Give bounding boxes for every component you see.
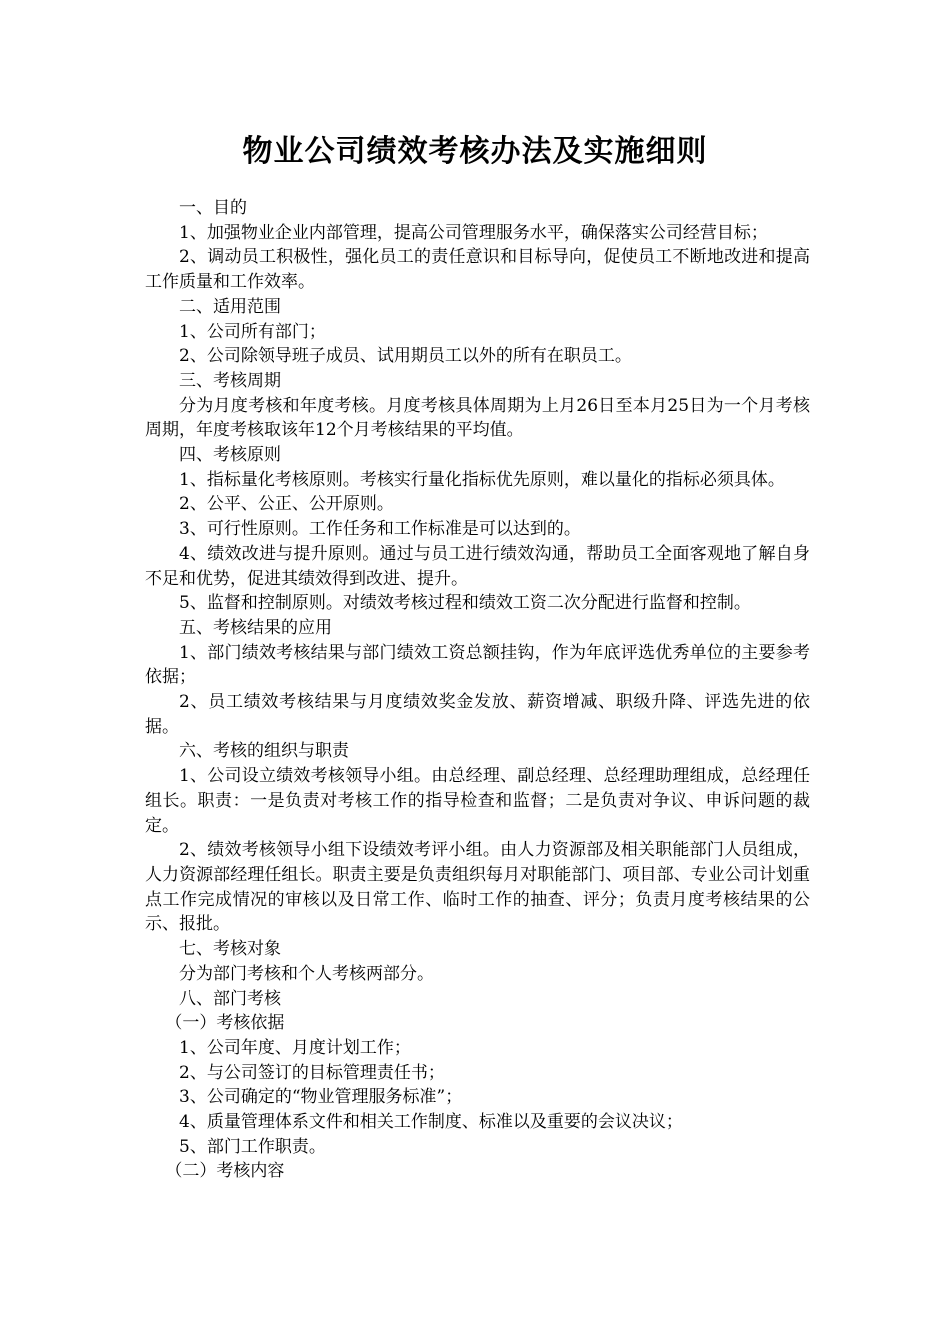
subsection-heading-content: （二）考核内容 (165, 1161, 285, 1182)
paragraph: 3、公司确定的“物业管理服务标准”； (179, 1087, 463, 1108)
paragraph: 1、公司年度、月度计划工作； (179, 1037, 411, 1058)
paragraph: 3、可行性原则。工作任务和工作标准是可以达到的。 (179, 519, 581, 540)
section-heading-cycle: 三、考核周期 (179, 370, 281, 391)
section-heading-results: 五、考核结果的应用 (179, 617, 332, 638)
section-heading-purpose: 一、目的 (179, 198, 247, 218)
paragraph: 分为部门考核和个人考核两部分。 (179, 963, 434, 984)
paragraph: 5、部门工作职责。 (179, 1136, 326, 1157)
subsection-heading-basis: （一）考核依据 (165, 1013, 285, 1034)
paragraph: 1、指标量化考核原则。考核实行量化指标优先原则，难以量化的指标必须具体。 (179, 469, 785, 490)
paragraph: 4、质量管理体系文件和相关工作制度、标准以及重要的会议决议； (179, 1112, 683, 1133)
section-heading-targets: 七、考核对象 (179, 939, 281, 960)
document-title: 物业公司绩效考核办法及实施细则 (242, 134, 708, 169)
paragraph: 1、加强物业企业内部管理，提高公司管理服务水平，确保落实公司经营目标； (179, 222, 768, 243)
paragraph: 2、公平、公正、公开原则。 (179, 494, 394, 515)
section-heading-department: 八、部门考核 (179, 988, 281, 1009)
section-heading-organization: 六、考核的组织与职责 (179, 741, 349, 762)
paragraph: 2、员工绩效考核结果与月度绩效奖金发放、薪资增减、职级升降、评选先进的依据。 (145, 692, 810, 737)
section-heading-principles: 四、考核原则 (179, 445, 281, 466)
paragraph: 2、绩效考核领导小组下设绩效考评小组。由人力资源部及相关职能部门人员组成，人力资源部经理任组长。职责主要是负责组织每月对职能部门、项目部、专业公司计划重点工作完成情况的审核以及日常工作、临时工作的抽查、评分；负责月度考核结果的公示、报批。 (145, 840, 810, 935)
paragraph: 2、公司除领导班子成员、试用期员工以外的所有在职员工。 (179, 346, 632, 367)
paragraph: 2、与公司签订的目标管理责任书； (179, 1062, 445, 1083)
paragraph: 5、监督和控制原则。对绩效考核过程和绩效工资二次分配进行监督和控制。 (179, 593, 751, 614)
paragraph: 分为月度考核和年度考核。月度考核具体周期为上月26日至本月25日为一个月考核周期，年度考核取该年12个月考核结果的平均值。 (145, 395, 810, 441)
paragraph: 1、部门绩效考核结果与部门绩效工资总额挂钩，作为年底评选优秀单位的主要参考依据； (145, 642, 810, 688)
section-heading-scope: 二、适用范围 (179, 296, 281, 317)
document-body (145, 196, 810, 1184)
paragraph: 2、调动员工积极性，强化员工的责任意识和目标导向，促使员工不断地改进和提高工作质量和工作效率。 (145, 247, 810, 293)
paragraph: 4、绩效改进与提升原则。通过与员工进行绩效沟通，帮助员工全面客观地了解自身不足和优势，促进其绩效得到改进、提升。 (145, 543, 810, 589)
paragraph: 1、公司设立绩效考核领导小组。由总经理、副总经理、总经理助理组成，总经理任组长。职责：一是负责对考核工作的指导检查和监督；二是负责对争议、申诉问题的裁定。 (145, 766, 810, 836)
paragraph: 1、公司所有部门； (179, 321, 326, 342)
